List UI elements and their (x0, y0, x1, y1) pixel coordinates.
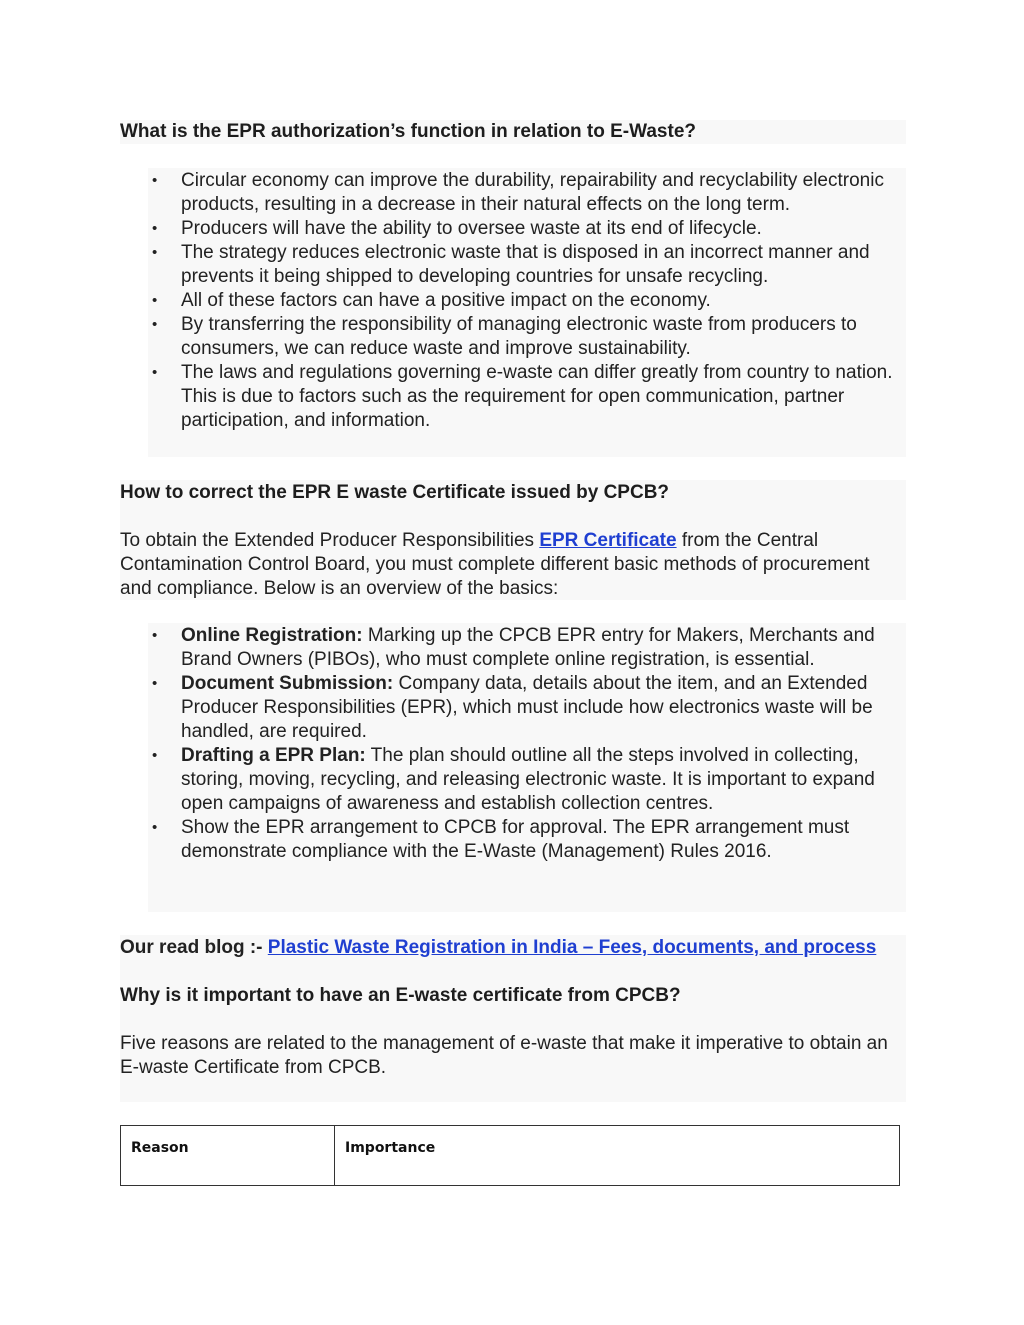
list-item: • The strategy reduces electronic waste that is disposed in an incorrect manner and prevents it being shipped to developing countries for unsafe recycling. (152, 242, 870, 287)
section2-block (120, 480, 906, 600)
bullet-title: Document Submission: (181, 673, 394, 694)
bullet-icon: • (152, 172, 158, 189)
list-item: • All of these factors can have a positive impact on the economy. (152, 290, 711, 311)
list-item: • By transferring the responsibility of managing electronic waste from producers to consumers, we can reduce waste and improve sustainability. (152, 314, 857, 359)
section3-block (120, 935, 906, 1102)
section3-heading: Why is it important to have an E-waste certificate from CPCB? (120, 985, 681, 1006)
section2-list-block (148, 623, 906, 912)
table-header-reason: Reason (121, 1126, 335, 1186)
list-item: • Circular economy can improve the durability, repairability and recyclability electronic products, resulting in a decrease in their natural effects on the long term. (152, 170, 884, 215)
blog-line (120, 936, 906, 960)
bullet-icon: • (152, 364, 158, 381)
bullet-icon: • (152, 220, 158, 237)
table-header-importance: Importance (335, 1126, 900, 1186)
bullet-title: Online Registration: (181, 625, 363, 646)
bullet-icon: • (152, 747, 158, 764)
epr-certificate-link[interactable]: EPR Certificate (539, 530, 677, 551)
bullet-title: Drafting a EPR Plan: (181, 745, 366, 766)
section2-intro: To obtain the Extended Producer Responsibilities EPR Certificate from the Central Contamination Control Board, you must complete different basic methods of procurement and compliance. Below is an overview of the basics: (120, 530, 870, 599)
list-item: • Drafting a EPR Plan: The plan should outline all the steps involved in collecting, storing, moving, recycling, and releasing electronic waste. It is important to expand open campaigns of awareness and establish collection centres. (152, 745, 875, 814)
bullet-icon: • (152, 627, 158, 644)
list-item: • Producers will have the ability to oversee waste at its end of lifecycle. (152, 218, 762, 239)
section1-heading: What is the EPR authorization’s function in relation to E-Waste? (120, 121, 696, 142)
list-item: • The laws and regulations governing e-waste can differ greatly from country to nation. This is due to factors such as the requirement for open communication, partner participation, and information. (152, 362, 893, 431)
list-item: • Online Registration: Marking up the CPCB EPR entry for Makers, Merchants and Brand Owners (PIBOs), who must complete online registration, is essential. (152, 625, 875, 670)
bullet-icon: • (152, 675, 158, 692)
bullet-icon: • (152, 244, 158, 261)
bullet-icon: • (152, 292, 158, 309)
reason-importance-table (120, 1125, 900, 1186)
bullet-icon: • (152, 316, 158, 333)
section1-bullet-list (148, 168, 906, 433)
blog-label: Our read blog :- (120, 937, 268, 958)
section1-list-block (148, 168, 906, 457)
bullet-icon: • (152, 819, 158, 836)
section3-paragraph: Five reasons are related to the management of e-waste that make it imperative to obtain an E-waste Certificate from CPCB. (120, 1033, 888, 1078)
table-row (121, 1126, 900, 1186)
list-item: • Document Submission: Company data, details about the item, and an Extended Producer Responsibilities (EPR), which must include how electronics waste will be handled, are required. (152, 673, 873, 742)
section2-bullet-list (148, 623, 906, 864)
plastic-waste-blog-link[interactable]: Plastic Waste Registration in India – Fees, documents, and process (267, 937, 877, 958)
list-item: • Show the EPR arrangement to CPCB for approval. The EPR arrangement must demonstrate compliance with the E-Waste (Management) Rules 2016. (152, 817, 850, 862)
section2-heading: How to correct the EPR E waste Certificate issued by CPCB? (120, 482, 670, 503)
section1-heading-block (120, 120, 906, 144)
